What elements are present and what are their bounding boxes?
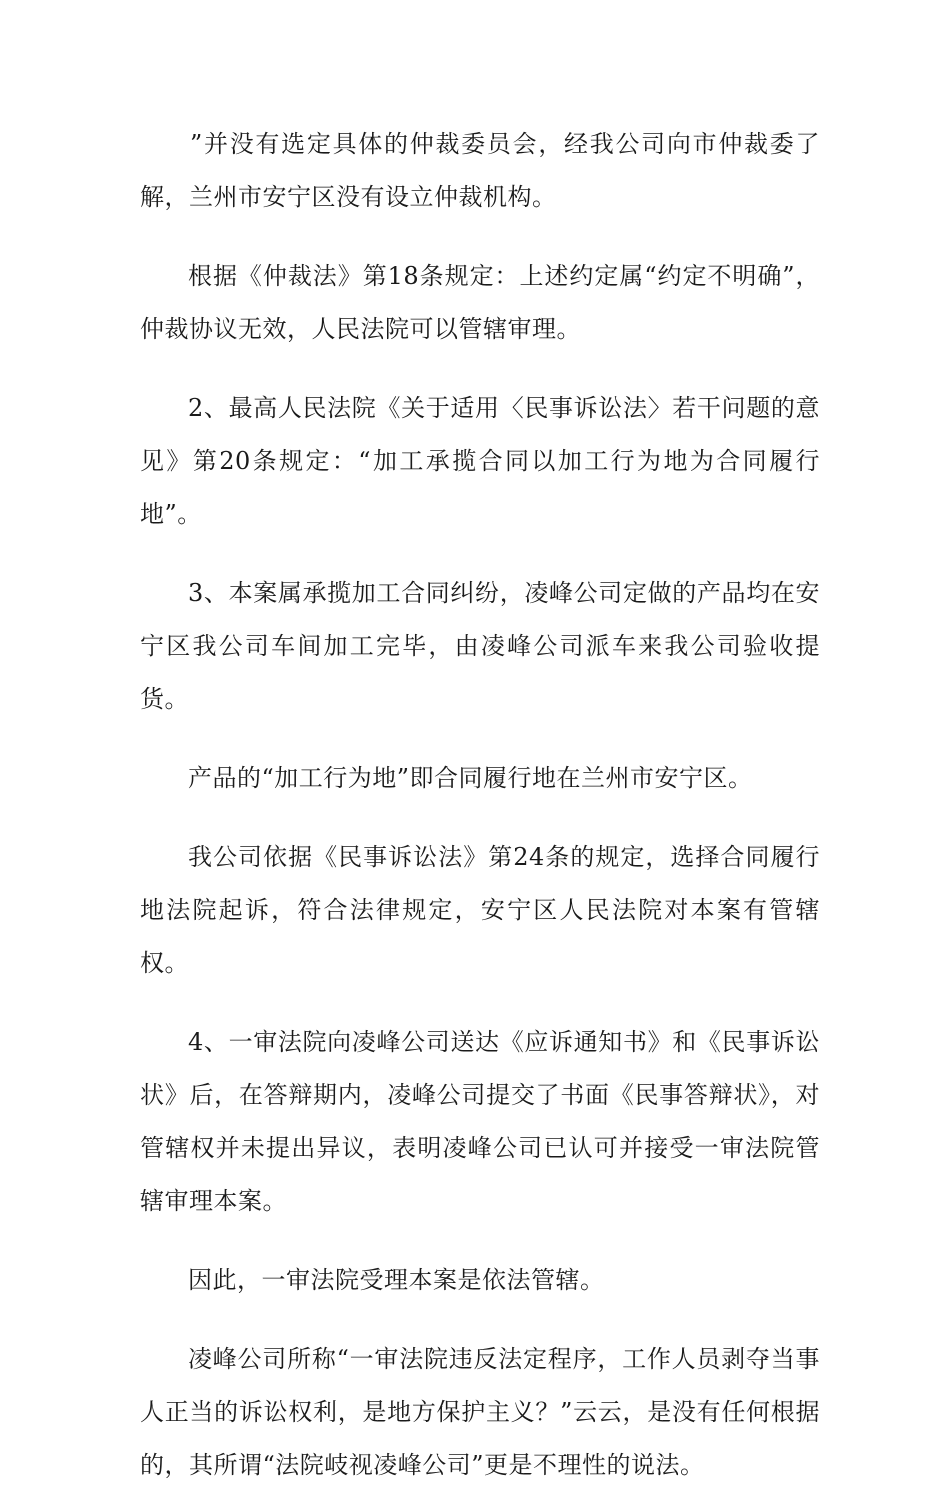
paragraph-7: 4、一审法院向凌峰公司送达《应诉通知书》和《民事诉讼状》后，在答辩期内，凌峰公司提交了书面《民事答辩状》，对管辖权并未提出异议，表明凌峰公司已认可并接受一审法院管辖审理本案。: [140, 1028, 820, 1215]
paragraph-5: 产品的“加工行为地”即合同履行地在兰州市安宁区。: [188, 764, 753, 792]
paragraph-4: 3、本案属承揽加工合同纠纷，凌峰公司定做的产品均在安宁区我公司车间加工完毕，由凌峰公司派车来我公司验收提货。: [140, 579, 820, 713]
paragraph-6: 我公司依据《民事诉讼法》第24条的规定，选择合同履行地法院起诉，符合法律规定，安宁区人民法院对本案有管辖权。: [140, 843, 820, 977]
paragraph-1: ”并没有选定具体的仲裁委员会，经我公司向市仲裁委了解，兰州市安宁区没有设立仲裁机构。: [140, 130, 820, 211]
paragraph-8: 因此，一审法院受理本案是依法管辖。: [188, 1266, 605, 1294]
paragraph-2: 根据《仲裁法》第18条规定：上述约定属“约定不明确”，仲裁协议无效，人民法院可以管辖审理。: [140, 262, 820, 343]
paragraph-3: 2、最高人民法院《关于适用〈民事诉讼法〉若干问题的意见》第20条规定：“加工承揽合同以加工行为地为合同履行地”。: [140, 394, 820, 528]
paragraph-9: 凌峰公司所称“一审法院违反法定程序，工作人员剥夺当事人正当的诉讼权利，是地方保护主义？”云云，是没有任何根据的，其所谓“法院岐视凌峰公司”更是不理性的说法。: [140, 1345, 820, 1479]
